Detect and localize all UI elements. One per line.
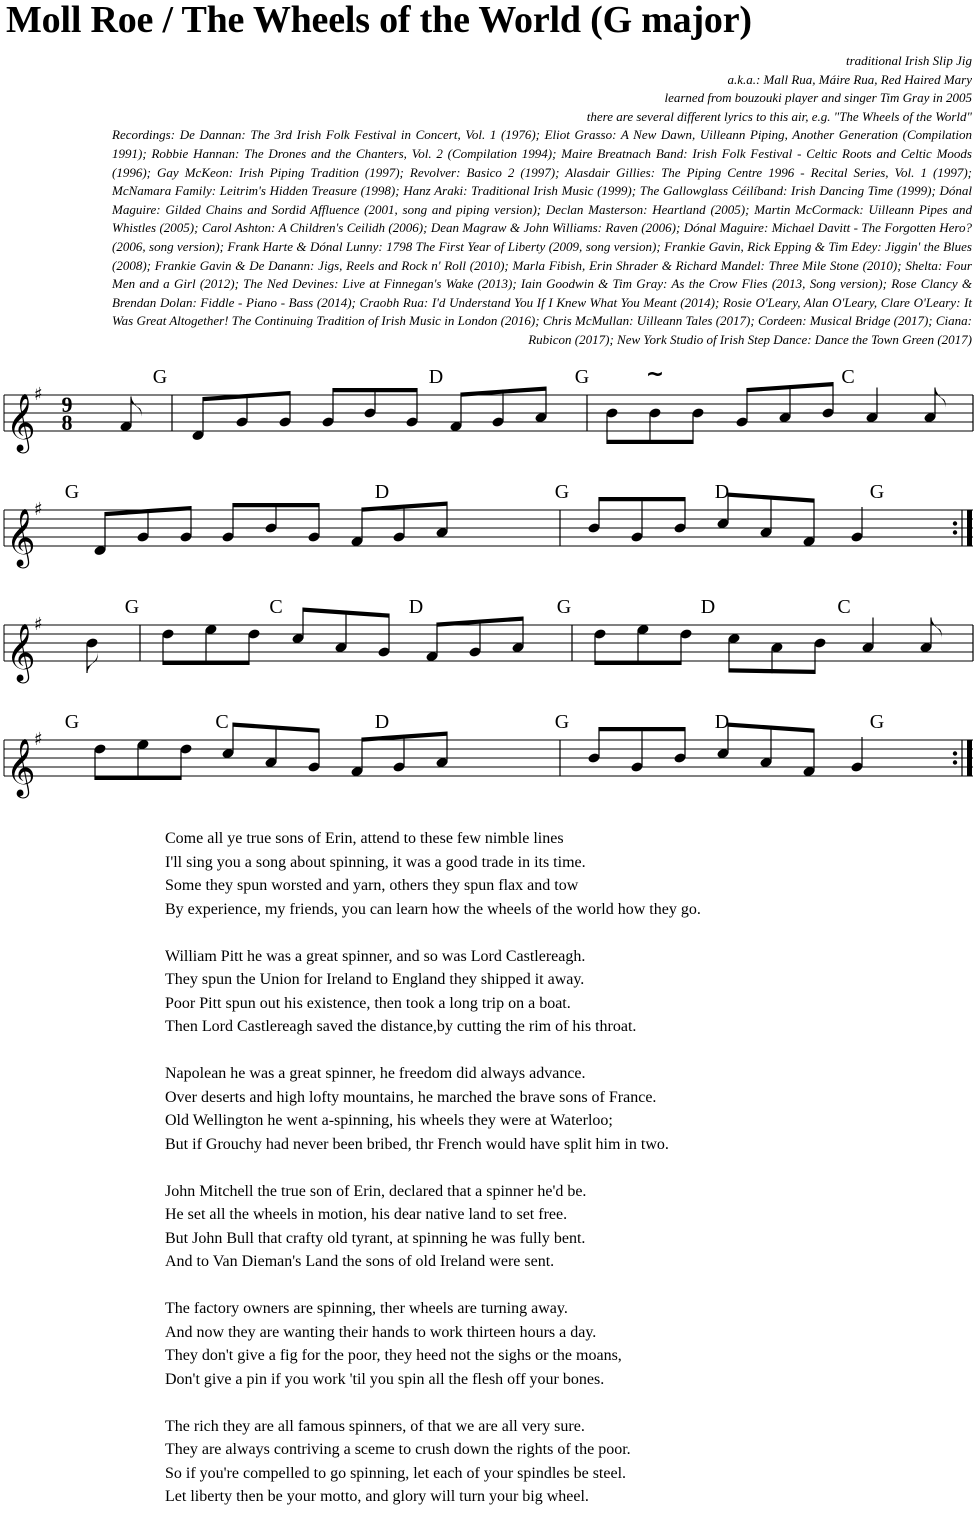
chord-symbol: G (64, 481, 80, 503)
lyric-line: But John Bull that crafty old tyrant, at spinning he was fully bent. (165, 1229, 586, 1247)
beamed-note-group (291, 608, 390, 658)
music-system (4, 362, 973, 454)
lyric-line: And to Van Dieman's Land the sons of old Ireland were sent. (165, 1253, 555, 1270)
note-flag (87, 651, 98, 673)
lyric-line: They spun the Union for Ireland to England they shipped it away. (165, 971, 585, 988)
chord-symbol: C (269, 596, 283, 618)
repeat-dot (953, 751, 957, 755)
aka-line: a.k.a.: Mall Rua, Máire Rua, Red Haired Mary (727, 71, 972, 87)
beamed-note-group (716, 723, 815, 778)
eighth-note (919, 618, 941, 654)
final-barline (967, 510, 972, 546)
note-beam (95, 776, 181, 780)
beamed-note-group (727, 633, 826, 674)
beamed-note-group (735, 382, 834, 428)
treble-clef-icon: 𝄞 (6, 738, 36, 796)
lyric-line: Let liberty then be your motto, and glory will turn your big wheel. (165, 1488, 589, 1505)
lyric-line: Over deserts and high lofty mountains, he marched the brave sons of France. (165, 1088, 657, 1106)
beamed-note-group (449, 387, 547, 433)
sharp-icon: ♯ (34, 499, 43, 520)
lyric-line: They are always contriving a sceme to crush down the rights of the poor. (165, 1441, 631, 1458)
chord-symbol: G (869, 711, 885, 733)
beamed-note-group (593, 624, 692, 665)
chord-symbol: G (152, 366, 168, 388)
eighth-note (85, 637, 98, 673)
beamed-note-group (191, 391, 291, 441)
chord-symbol: D (714, 711, 730, 733)
treble-clef-icon: 𝄞 (6, 623, 36, 681)
quarter-note (850, 507, 863, 543)
lyric-line: But if Grouchy had never been bribed, thr French would have split him in two. (165, 1135, 669, 1153)
time-signature-top: 9 (61, 392, 73, 417)
lyric-line: Napolean he was a great spinner, he freedom did always advance. (165, 1065, 586, 1082)
chord-symbol: D (428, 366, 444, 388)
song-lyrics (165, 827, 701, 1532)
lyrics-note-line: there are several different lyrics to this air, e.g. "The Wheels of the World" (586, 108, 972, 124)
note-beam (729, 668, 815, 674)
beamed-note-group (587, 727, 686, 773)
music-system (4, 596, 973, 684)
chord-symbol: D (700, 596, 716, 618)
repeat-dot (953, 530, 957, 534)
beamed-note-group (425, 617, 524, 663)
final-barline (967, 740, 972, 776)
note-beam (599, 497, 685, 501)
treble-clef-icon: 𝄞 (6, 508, 36, 566)
page-title: Moll Roe / The Wheels of the World (G major) (6, 0, 752, 41)
lyric-line: Old Wellington he went a-spinning, his wheels they were at Waterloo; (165, 1112, 613, 1129)
music-system (4, 711, 973, 799)
time-signature-bottom: 8 (61, 410, 73, 435)
recordings-list: Recordings: De Dannan: The 3rd Irish Folk Festival in Concert, Vol. 1 (1976); Eliot Grasso: A New Dawn, Uilleann Piping, Another Generation (Compilation 1991); Robbie Hannan: The Drones and the Chanters, Vol. 2 (Compilation 1994); Maire Breatnach Band: Irish Folk Festival - Celtic Roots and Celtic Moods (1996); Gay McKeon: Irish Piping Tradition (1997); Revolver: Basico 2 (1997); Alasdair Gillies: The Piping Centre 1996 - Recital Series, Vol. 1 (1997); McNamara Family: Leitrim's Hidden Treasure (1998); Hanz Araki: Traditional Irish Music (1999); The Gallowglass Céilíband: Irish Dancing Time (1999); Dónal Maguire: Gilded Chains and Sordid Affluence (2001, song and piping version); Declan Masterson: Heartland (2005); Martin McCormack: Uilleann Pipes and Whistles (2005); Carol Ashton: A Children's Ceilidh (2006); Dean Magraw & John Williams: Raven (2006); Dónal Maguire: Michael Davitt - The Forgotten Hero? (2006, song version); Frank Harte & Dónal Lunny: 1798 The First Year of Liberty (2009, song version); Frankie Gavin, Rick Epping & Tim Edey: Jiggin' the Blues (2008); Frankie Gavin & De Danann: Jigs, Reels and Rock n' Roll (2010); Marla Fibish, Erin Shrader & Richard Mandel: Three Mile Stone (2010); Shelta: Four Men and a Girl (2012); The Ned Devines: Live at Finnegan's Wake (2013); Iain Goodwin & Tim Gray: As the Crow Flies (2013, Song version); Rose Clancy & Brendan Dolan: Fiddle - Piano - Bass (2014); Craobh Rua: I'd Understand You If I Knew What You Meant (2014); Rosie O'Leary, Alan O'Leary, Clare O'Leary: It Was Great Altogether! The Continuing Tradition of Irish Music in London (2016); Chris McMullan: Uilleann Tales (2017); Cordeen: Musical Bridge (2017); Ciana: Rubicon (2017); New York Studio of Irish Step Dance: Dance the Town Green (2017) (112, 127, 972, 347)
lyric-line: John Mitchell the true son of Erin, declared that a spinner he'd be. (165, 1182, 587, 1200)
lyric-line: The factory owners are spinning, ther wheels are turning away. (165, 1300, 568, 1317)
chord-symbol: G (554, 711, 570, 733)
eighth-note (923, 388, 945, 424)
lyric-stanza (165, 827, 701, 921)
lyric-line: He set all the wheels in motion, his dear native land to set free. (165, 1206, 568, 1223)
lyric-stanza (165, 1297, 701, 1391)
chord-symbol: G (64, 711, 80, 733)
sharp-icon: ♯ (34, 384, 43, 405)
repeat-dot (953, 521, 957, 525)
beamed-note-group (716, 493, 815, 548)
chord-symbol: D (714, 481, 730, 503)
sharp-icon: ♯ (34, 614, 43, 635)
lyric-stanza (165, 1180, 701, 1274)
chord-symbol: D (374, 711, 390, 733)
lyric-line: Poor Pitt spun out his existence, then took a long trip on a boat. (165, 994, 571, 1012)
note-beam (233, 503, 319, 507)
sheet-music (0, 362, 980, 812)
roll-ornament-icon: ~ (645, 362, 665, 387)
lyric-line: I'll sing you a song about spinning, it was a good trade in its time. (165, 853, 586, 871)
lyric-line: Some they spun worsted and yarn, others they spun flax and tow (165, 877, 579, 894)
chord-symbol: D (408, 596, 424, 618)
genre-line: traditional Irish Slip Jig (845, 53, 972, 68)
lyric-line: And now they are wanting their hands to work thirteen hours a day. (165, 1323, 597, 1341)
beamed-note-group (350, 732, 448, 778)
lyric-line: William Pitt he was a great spinner, and so was Lord Castlereagh. (165, 947, 586, 965)
beamed-note-group (93, 506, 192, 556)
beamed-note-group (93, 739, 192, 780)
chord-symbol: G (574, 366, 590, 388)
lyric-line: By experience, my friends, you can learn how the wheels of the world how they go. (165, 900, 701, 918)
repeat-dot (953, 760, 957, 764)
tune-metadata (112, 52, 972, 350)
quarter-note (850, 737, 863, 773)
lyric-stanza (165, 1062, 701, 1156)
chord-symbol: G (556, 596, 572, 618)
quarter-note (865, 388, 878, 424)
chord-symbol: C (841, 366, 855, 388)
treble-clef-icon: 𝄞 (6, 393, 36, 451)
note-beam (163, 661, 249, 665)
chord-symbol: C (215, 711, 229, 733)
lyric-line: The rich they are all famous spinners, of that we are all very sure. (165, 1417, 585, 1435)
chord-symbol: G (869, 481, 885, 503)
sharp-icon: ♯ (34, 729, 43, 750)
chord-symbol: G (124, 596, 140, 618)
lyric-stanza (165, 945, 701, 1039)
eighth-note (119, 397, 141, 433)
note-beam (595, 661, 681, 665)
quarter-note (861, 618, 874, 654)
beamed-note-group (221, 723, 320, 773)
note-beam (599, 727, 685, 731)
note-beam (333, 388, 417, 392)
chord-symbol: D (374, 481, 390, 503)
lyric-line: They don't give a fig for the poor, they heed not the sighs or the moans, (165, 1347, 622, 1364)
note-flag (931, 618, 942, 640)
beamed-note-group (587, 497, 686, 543)
learned-line: learned from bouzouki player and singer Tim Gray in 2005 (664, 90, 972, 106)
lyric-line: Then Lord Castlereagh saved the distance,by cutting the rim of his throat. (165, 1018, 637, 1035)
music-system (4, 481, 973, 569)
chord-symbol: C (837, 596, 851, 618)
note-flag (131, 397, 142, 419)
lyric-line: Don't give a pin if you work 'til you spin all the flesh off your bones. (165, 1370, 605, 1388)
note-beam (607, 440, 693, 444)
beamed-note-group (161, 624, 260, 665)
chord-symbol: G (554, 481, 570, 503)
lyric-line: So if you're compelled to go spinning, let each of your spindles be steel. (165, 1464, 627, 1482)
note-flag (935, 388, 946, 410)
lyric-line: Come all ye true sons of Erin, attend to these few nimble lines (165, 830, 564, 847)
beamed-note-group (350, 502, 448, 548)
lyric-stanza (165, 1415, 701, 1509)
